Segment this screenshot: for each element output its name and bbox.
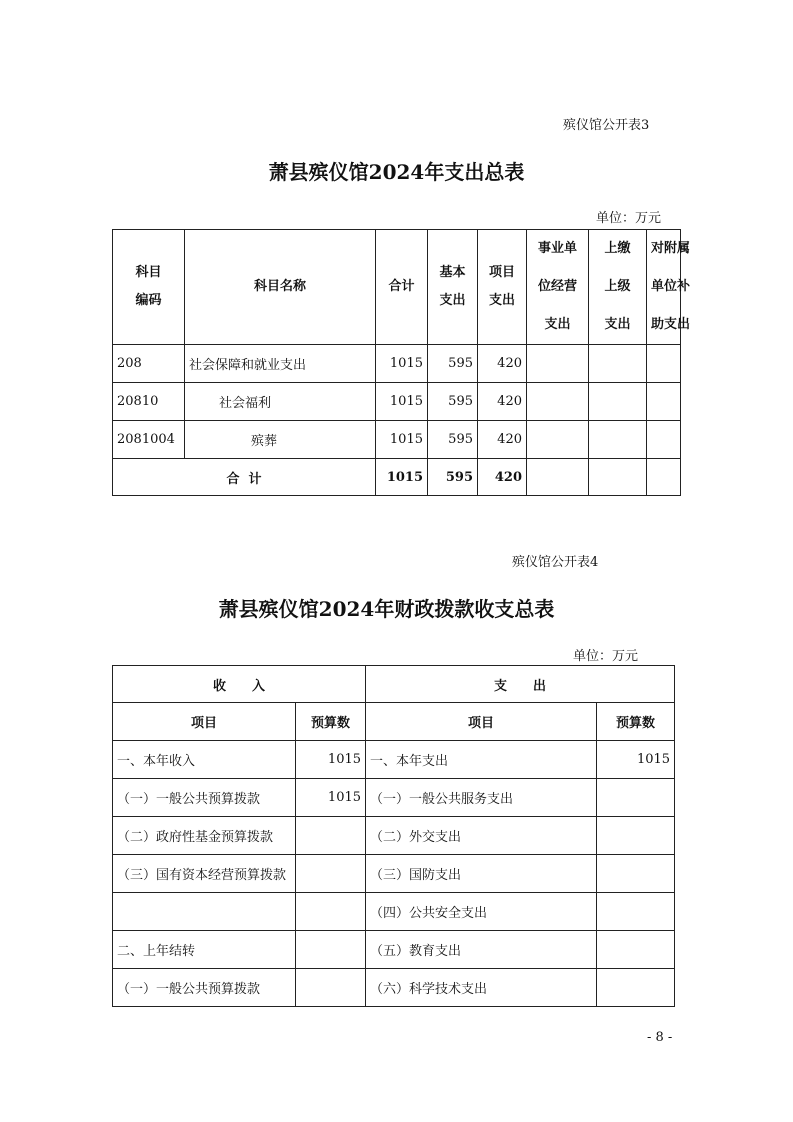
table-row [113, 779, 675, 817]
expense-item: （五）教育支出 [366, 931, 597, 969]
income-header: 收 入 [113, 666, 366, 703]
income-value [296, 855, 366, 893]
income-item [113, 893, 296, 931]
row-total: 1015 [376, 421, 428, 459]
expense-budget-header: 预算数 [597, 703, 675, 741]
row-upper [589, 383, 647, 421]
expense-item: （二）外交支出 [366, 817, 597, 855]
row-name: 社会保障和就业支出 [185, 345, 376, 383]
table-row [113, 855, 675, 893]
income-item: 二、上年结转 [113, 931, 296, 969]
income-item: （一）一般公共预算拨款 [113, 779, 296, 817]
row-project: 420 [478, 345, 527, 383]
sum-upper [589, 459, 647, 496]
row-business [527, 421, 589, 459]
table-row [113, 741, 675, 779]
expense-value [597, 817, 675, 855]
sum-label: 合 计 [113, 459, 376, 496]
row-upper [589, 345, 647, 383]
income-value: 1015 [296, 779, 366, 817]
table3-tag: 殡仪馆公开表3 [563, 118, 650, 133]
income-item: 一、本年收入 [113, 741, 296, 779]
header-subsidy: 对附属 单位补 助支出 [647, 230, 681, 345]
row-business [527, 383, 589, 421]
table3-header-row [113, 230, 681, 345]
header-upper: 上缴 上级 支出 [589, 230, 647, 345]
table4-group-row [113, 666, 675, 703]
row-upper [589, 421, 647, 459]
expense-summary-table [112, 229, 691, 496]
table-row [113, 893, 675, 931]
row-total: 1015 [376, 383, 428, 421]
row-code: 2081004 [113, 421, 185, 459]
header-name: 科目名称 [185, 230, 376, 345]
row-code: 20810 [113, 383, 185, 421]
expense-header: 支 出 [366, 666, 675, 703]
page-number: - 8 - [647, 1030, 673, 1045]
table4-tag: 殡仪馆公开表4 [512, 555, 599, 570]
table-row [113, 421, 681, 459]
expense-value: 1015 [597, 741, 675, 779]
table-row [113, 345, 681, 383]
header-code: 科目 编码 [113, 230, 185, 345]
expense-value [597, 855, 675, 893]
row-business [527, 345, 589, 383]
expense-value [597, 893, 675, 931]
row-subsidy [647, 345, 681, 383]
income-value [296, 969, 366, 1007]
header-basic: 基本 支出 [428, 230, 478, 345]
row-project: 420 [478, 383, 527, 421]
row-subsidy [647, 421, 681, 459]
table3-title: 萧县殡仪馆2024年支出总表 [268, 160, 525, 184]
income-value: 1015 [296, 741, 366, 779]
income-item: （一）一般公共预算拨款 [113, 969, 296, 1007]
table3-unit: 单位：万元 [596, 211, 662, 226]
header-total: 合计 [376, 230, 428, 345]
table-row [113, 969, 675, 1007]
expense-value [597, 931, 675, 969]
expense-item: 一、本年支出 [366, 741, 597, 779]
expense-item: （三）国防支出 [366, 855, 597, 893]
table-row [113, 931, 675, 969]
sum-project: 420 [478, 459, 527, 496]
expense-item: （六）科学技术支出 [366, 969, 597, 1007]
sum-business [527, 459, 589, 496]
income-value [296, 931, 366, 969]
row-subsidy [647, 383, 681, 421]
row-code: 208 [113, 345, 185, 383]
sum-basic: 595 [428, 459, 478, 496]
table4-title: 萧县殡仪馆2024年财政拨款收支总表 [218, 597, 555, 621]
expense-item: （一）一般公共服务支出 [366, 779, 597, 817]
expense-item: （四）公共安全支出 [366, 893, 597, 931]
expense-value [597, 779, 675, 817]
expense-item-header: 项目 [366, 703, 597, 741]
row-basic: 595 [428, 345, 478, 383]
header-business: 事业单 位经营 支出 [527, 230, 589, 345]
row-total: 1015 [376, 345, 428, 383]
income-value [296, 817, 366, 855]
income-item-header: 项目 [113, 703, 296, 741]
row-project: 420 [478, 421, 527, 459]
sum-total: 1015 [376, 459, 428, 496]
income-value [296, 893, 366, 931]
income-item: （二）政府性基金预算拨款 [113, 817, 296, 855]
table4-header-row [113, 703, 675, 741]
income-budget-header: 预算数 [296, 703, 366, 741]
table-row [113, 817, 675, 855]
fiscal-allocation-table [112, 665, 675, 1007]
row-name: 社会福利 [185, 383, 376, 421]
income-item: （三）国有资本经营预算拨款 [113, 855, 296, 893]
row-name: 殡葬 [185, 421, 376, 459]
row-basic: 595 [428, 383, 478, 421]
table-row [113, 383, 681, 421]
expense-value [597, 969, 675, 1007]
row-basic: 595 [428, 421, 478, 459]
sum-subsidy [647, 459, 681, 496]
header-project: 项目 支出 [478, 230, 527, 345]
table4-unit: 单位：万元 [573, 649, 639, 664]
table3-sum-row [113, 459, 681, 496]
